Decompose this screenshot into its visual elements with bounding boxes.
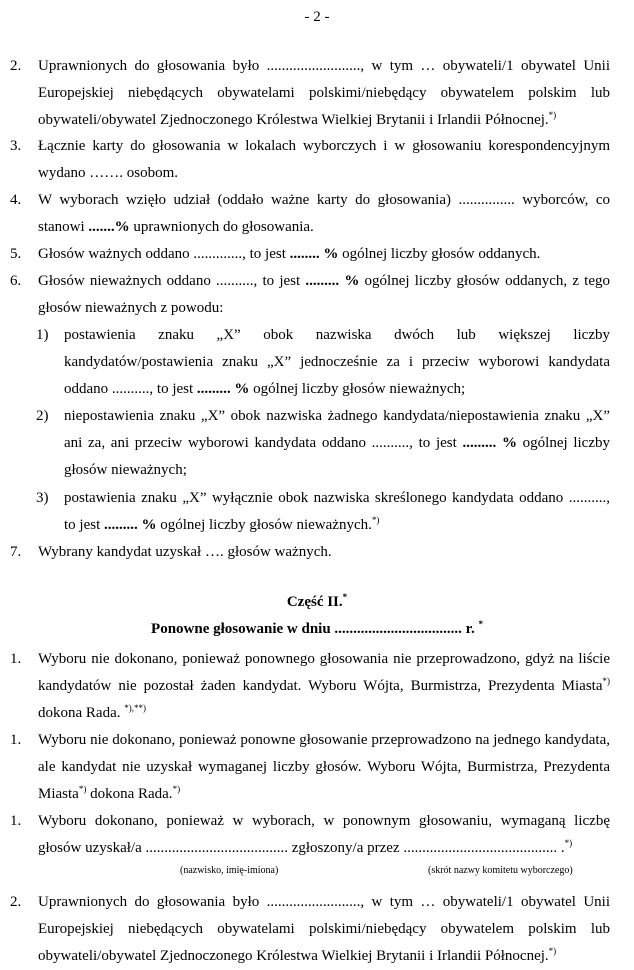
sub-list-item bbox=[28, 403, 610, 484]
item-number: 2. bbox=[10, 58, 22, 74]
list-item bbox=[10, 187, 610, 241]
item-text: Wyboru nie dokonano, ponieważ ponowne głosowanie przeprowadzono na jednego kandydata, ale kandydat nie uzyskał wymaganej liczby głosów. Wyboru Wójta, Burmistrza, Prezydenta Miasta bbox=[38, 732, 610, 802]
list-item bbox=[10, 808, 610, 862]
item-text: Głosów ważnych oddano ............., to jest bbox=[38, 246, 290, 262]
percent-placeholder: ........ % bbox=[289, 246, 339, 262]
item-text: W wyborach wzięło udział (oddało ważne karty do głosowania) ............... wyborców, co stanowi bbox=[38, 192, 610, 235]
item-number: 4. bbox=[10, 192, 22, 208]
item-number: 3. bbox=[10, 138, 22, 154]
sub-list-item bbox=[28, 322, 610, 403]
percent-placeholder: ......... % bbox=[305, 273, 360, 289]
list-item bbox=[10, 133, 610, 187]
percent-placeholder: ......... % bbox=[196, 381, 250, 397]
item-number: 6. bbox=[10, 273, 22, 289]
item-text: Łącznie karty do głosowania w lokalach wyborczych i w głosowaniu korespondencyjnym wydano ……. osobom. bbox=[38, 138, 610, 181]
item-number: 1) bbox=[36, 327, 49, 343]
section-title: Część II.* bbox=[286, 592, 348, 610]
percent-placeholder: ......... % bbox=[104, 517, 157, 533]
item-text: Wyboru dokonano, ponieważ w wyborach, w ponownym głosowaniu, wymaganą liczbę głosów uzyskał/a ...................................... zgłoszony/a przez ......................................... . bbox=[38, 813, 610, 856]
item-text: niepostawienia znaku „X” obok nazwiska żadnego kandydata/niepostawienia znaku „X” ani za, ani przeciw wyborowi kandydata oddano .........., to jest bbox=[64, 408, 610, 451]
item-number: 3) bbox=[36, 490, 49, 506]
list-item bbox=[10, 889, 610, 970]
item-text: Głosów nieważnych oddano .........., to jest bbox=[38, 273, 306, 289]
item-text: ogólnej liczby głosów nieważnych. bbox=[156, 517, 372, 533]
item-number: 2. bbox=[10, 894, 22, 910]
list-item bbox=[10, 268, 610, 322]
list-item bbox=[10, 727, 610, 808]
footnote-marker: *) bbox=[172, 784, 181, 794]
percent-placeholder: .......% bbox=[88, 219, 130, 235]
item-text: Wybrany kandydat uzyskał …. głosów ważnych. bbox=[38, 544, 332, 560]
sub-list-item bbox=[28, 485, 610, 539]
item-text: postawienia znaku „X” obok nazwiska dwóch lub większej liczby kandydatów/postawienia znaku „X” jednocześnie za i przeciw wyborowi kandydata oddano .........., to jest bbox=[64, 327, 610, 397]
item-text: ogólnej liczby głosów nieważnych; bbox=[64, 435, 611, 478]
footnote-marker: *) bbox=[78, 784, 87, 794]
item-text: dokona Rada. bbox=[86, 786, 173, 802]
item-text: postawienia znaku „X” wyłącznie obok nazwiska skreślonego kandydata oddano .........., to jest bbox=[64, 490, 610, 533]
item-number: 7. bbox=[10, 544, 22, 560]
item-text: ogólnej liczby głosów oddanych, z tego głosów nieważnych z powodu: bbox=[38, 273, 611, 316]
item-text: Uprawnionych do głosowania było ........................., w tym … obywateli/1 obywatel Unii Europejskiej niebędących obywatelami polskimi/niebędący obywatelem polskim lub obywateli/obywatel Zjednoczonego Królestwa Wielkiej Brytanii i Irlandii Północnej. bbox=[38, 894, 610, 964]
list-item bbox=[10, 53, 610, 134]
item-number: 1. bbox=[10, 732, 22, 748]
page-number: - 2 - bbox=[304, 9, 330, 25]
footnote-marker: *) bbox=[564, 838, 573, 848]
item-number: 1. bbox=[10, 651, 22, 667]
list-item bbox=[10, 241, 610, 268]
item-text: Wyboru nie dokonano, ponieważ ponownego głosowania nie przeprowadzono, gdyż na liście kandydatów nie pozostał żaden kandydat. Wyboru Wójta, Burmistrza, Prezydenta Miasta bbox=[38, 651, 610, 694]
item-number: 1. bbox=[10, 813, 22, 829]
footnote-marker: *) bbox=[548, 946, 557, 956]
footnote-marker: *),**) bbox=[124, 703, 146, 713]
item-text: ogólnej liczby głosów nieważnych; bbox=[249, 381, 466, 397]
caption-name: (nazwisko, imię-imiona) bbox=[180, 865, 279, 876]
item-number: 2) bbox=[36, 408, 49, 424]
list-item bbox=[10, 539, 610, 566]
section-subtitle: Ponowne głosowanie w dniu .................................. r. * bbox=[151, 619, 483, 637]
item-text: dokona Rada. bbox=[38, 705, 125, 721]
item-text: ogólnej liczby głosów oddanych. bbox=[338, 246, 541, 262]
percent-placeholder: ......... % bbox=[462, 435, 517, 451]
caption-committee: (skrót nazwy komitetu wyborczego) bbox=[428, 865, 573, 876]
footnote-marker: *) bbox=[602, 676, 610, 686]
item-text: uprawnionych do głosowania. bbox=[129, 219, 314, 235]
item-number: 5. bbox=[10, 246, 22, 262]
list-item bbox=[10, 646, 610, 727]
footnote-marker: *) bbox=[371, 515, 380, 525]
footnote-marker: *) bbox=[548, 110, 557, 120]
item-text: Uprawnionych do głosowania było ........................., w tym … obywateli/1 obywatel Unii Europejskiej niebędących obywatelami polskimi/niebędący obywatelem polskim lub obywateli/obywatel Zjednoczonego Królestwa Wielkiej Brytanii i Irlandii Północnej. bbox=[38, 58, 610, 128]
